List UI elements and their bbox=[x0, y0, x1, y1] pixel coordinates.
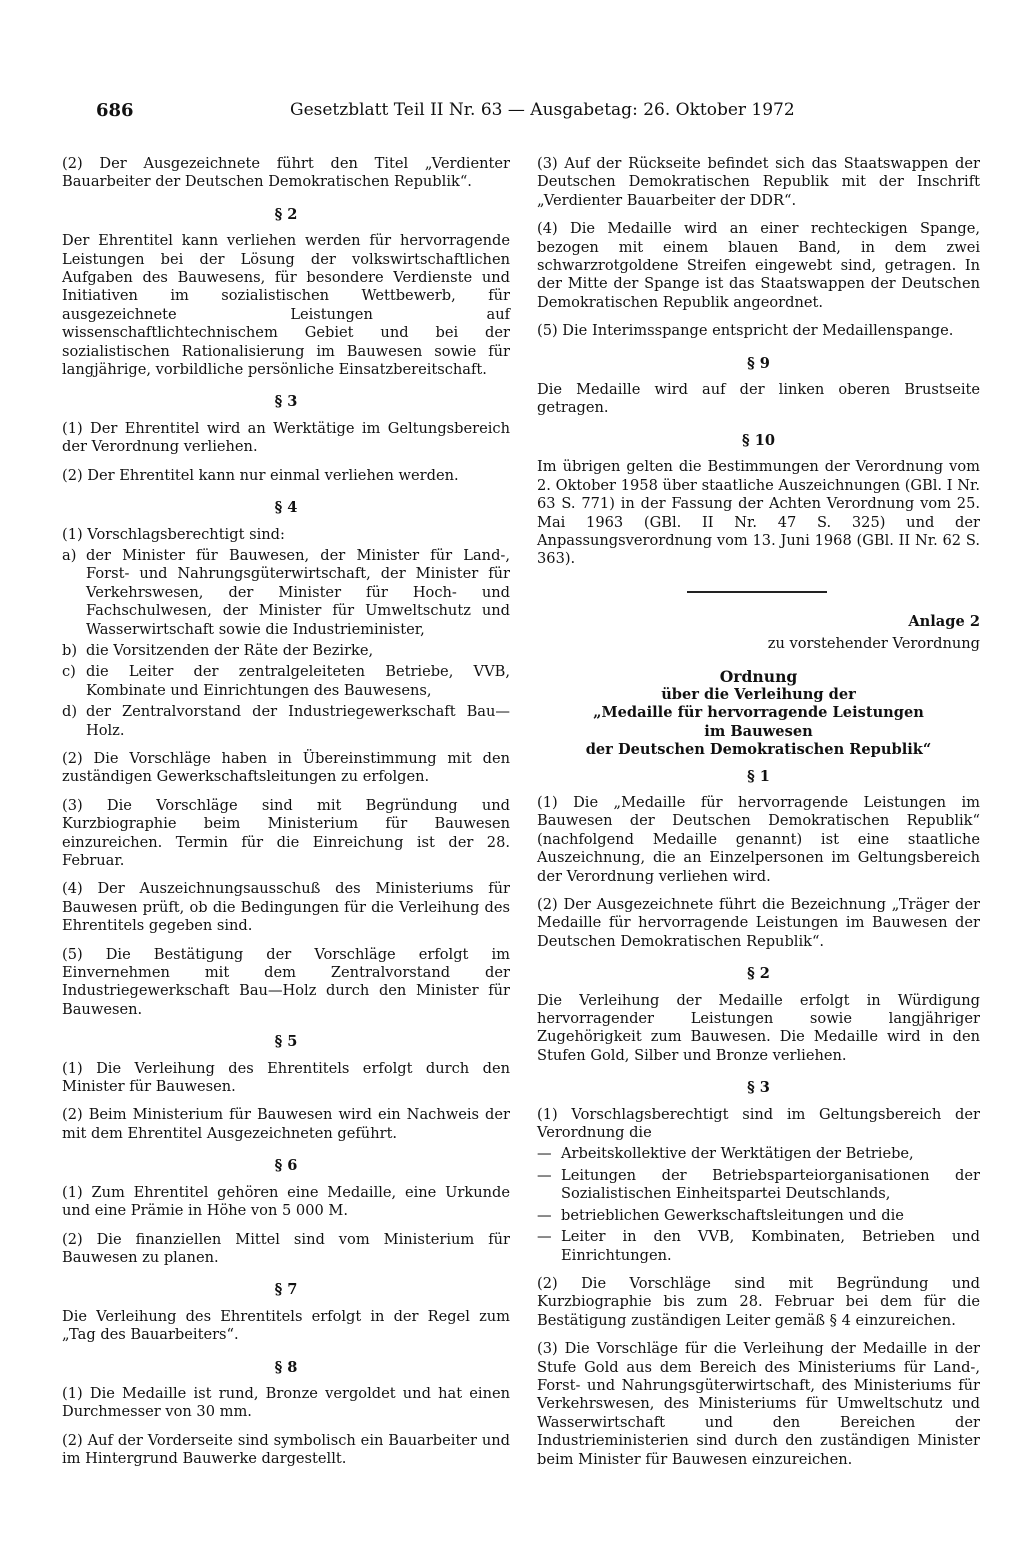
paragraph: (2) Die finanziellen Mittel sind vom Ministerium für Bauwesen zu planen. bbox=[62, 1230, 510, 1266]
paragraph: (4) Der Auszeichnungsausschuß des Ministeriums für Bauwesen prüft, ob die Bedingungen für die Verleihung des Ehrentitels gegeben sind. bbox=[62, 880, 510, 935]
list-item bbox=[62, 642, 510, 660]
ordinance-title-line: über die Verleihung der bbox=[661, 685, 856, 703]
section-heading: § 2 bbox=[747, 965, 770, 983]
paragraph: Die Verleihung des Ehrentitels erfolgt in der Regel zum „Tag des Bauarbeiters“. bbox=[62, 1307, 510, 1344]
section-heading: § 3 bbox=[274, 393, 298, 411]
list-marker: — bbox=[537, 1228, 552, 1246]
running-title: Gesetzblatt Teil II Nr. 63 — Ausgabetag: 26. Oktober 1972 bbox=[290, 100, 795, 120]
ordinance-title-line: „Medaille für hervorragende Leistungen bbox=[593, 704, 924, 722]
paragraph: (2) Der Ehrentitel kann nur einmal verliehen werden. bbox=[62, 466, 459, 484]
paragraph: (5) Die Interimsspange entspricht der Medaillenspange. bbox=[537, 322, 954, 340]
page-header bbox=[96, 100, 795, 126]
list-item bbox=[62, 663, 510, 700]
list-item bbox=[537, 1145, 980, 1163]
list-marker: — bbox=[537, 1166, 552, 1184]
paragraph: (3) Die Vorschläge für die Verleihung der Medaille in der Stufe Gold aus dem Bereich des Ministeriums für Land-, Forst- und Nahrungsgüterwirtschaft, des Ministeriums für Verkehrswesen, des Ministeriums für Umweltschutz und Wasserwirtschaft und den Bereichen der Industrieministerien sind durch den zuständigen Minister beim Minister für Bauwesen einzureichen. bbox=[537, 1340, 980, 1468]
annex-label: Anlage 2 bbox=[908, 612, 980, 630]
paragraph: (2) Der Ausgezeichnete führt die Bezeichnung „Träger der Medaille für hervorragende Leistungen im Bauwesen der Deutschen Demokratischen Republik“. bbox=[537, 896, 980, 950]
paragraph: (1) Die „Medaille für hervorragende Leistungen im Bauwesen der Deutschen Demokratischen Republik“ (nachfolgend Medaille genannt) ist eine staatliche Auszeichnung, die an Einzelpersonen im Geltungsbereich der Verordnung verliehen wird. bbox=[537, 793, 980, 885]
section-heading: § 9 bbox=[747, 354, 770, 372]
section-heading: § 8 bbox=[274, 1358, 298, 1376]
list-item-text: betrieblichen Gewerkschaftsleitungen und die bbox=[561, 1206, 904, 1224]
list-marker: — bbox=[537, 1145, 552, 1163]
annex-subtitle: zu vorstehender Verordnung bbox=[767, 635, 980, 653]
page-number: 686 bbox=[96, 100, 134, 121]
left-column bbox=[62, 155, 510, 1479]
ordinance-title-line: Ordnung bbox=[719, 666, 798, 686]
list-item bbox=[537, 1167, 980, 1204]
paragraph: (1) Der Ehrentitel wird an Werktätige im Geltungsbereich der Verordnung verliehen. bbox=[62, 419, 510, 456]
section-heading: § 6 bbox=[274, 1157, 298, 1175]
paragraph: (1) Vorschlagsberechtigt sind im Geltungsbereich der Verordnung die bbox=[537, 1105, 980, 1142]
list-item-text: Leitungen der Betriebsparteiorganisationen der Sozialistischen Einheitspartei Deutschlands, bbox=[561, 1166, 980, 1203]
right-column bbox=[537, 155, 980, 1479]
paragraph: (1) Die Verleihung des Ehrentitels erfolgt durch den Minister für Bauwesen. bbox=[62, 1059, 510, 1096]
list-marker: d) bbox=[62, 703, 78, 721]
list-item-text: Arbeitskollektive der Werktätigen der Betriebe, bbox=[561, 1145, 914, 1163]
section-heading: § 7 bbox=[274, 1281, 298, 1299]
paragraph: Die Verleihung der Medaille erfolgt in Würdigung hervorragender Leistungen sowie langjähriger Zugehörigkeit zum Bauwesen. Die Medaille wird in den Stufen Gold, Silber und Bronze verliehen. bbox=[537, 991, 980, 1064]
ordinance-title bbox=[537, 668, 980, 760]
section-heading: § 5 bbox=[274, 1033, 298, 1051]
divider bbox=[687, 591, 827, 593]
paragraph: (3) Auf der Rückseite befindet sich das Staatswappen der Deutschen Demokratischen Republik mit der Inschrift „Verdienter Bauarbeiter der DDR“. bbox=[537, 155, 980, 209]
paragraph: (1) Die Medaille ist rund, Bronze vergoldet und hat einen Durchmesser von 30 mm. bbox=[62, 1384, 510, 1421]
paragraph: (2) Beim Ministerium für Bauwesen wird ein Nachweis der mit dem Ehrentitel Ausgezeichneten geführt. bbox=[62, 1106, 510, 1142]
section-heading: § 4 bbox=[274, 499, 298, 517]
list-marker: b) bbox=[62, 641, 78, 659]
ordinance-title-line: im Bauwesen bbox=[704, 722, 813, 740]
list-marker: c) bbox=[62, 663, 76, 681]
proposer-list bbox=[537, 1145, 980, 1264]
paragraph: (5) Die Bestätigung der Vorschläge erfolgt im Einvernehmen mit dem Zentralvorstand der Industriegewerkschaft Bau—Holz durch den Minister für Bauwesen. bbox=[62, 945, 510, 1018]
paragraph: (2) Die Vorschläge sind mit Begründung und Kurzbiographie bis zum 28. Februar bei dem für die Bestätigung zuständigen Leiter gemäß § 4 einzureichen. bbox=[537, 1274, 980, 1329]
section-heading: § 1 bbox=[747, 767, 770, 785]
paragraph: (2) Die Vorschläge haben in Übereinstimmung mit den zuständigen Gewerkschaftsleitungen zu erfolgen. bbox=[62, 749, 510, 786]
paragraph: (2) Auf der Vorderseite sind symbolisch ein Bauarbeiter und im Hintergrund Bauwerke dargestellt. bbox=[62, 1431, 510, 1468]
ordinance-title-line: der Deutschen Demokratischen Republik“ bbox=[585, 741, 932, 759]
list-item-text: die Leiter der zentralgeleiteten Betriebe, VVB, Kombinate und Einrichtungen des Bauwesens, bbox=[86, 663, 510, 699]
paragraph: Der Ehrentitel kann verliehen werden für hervorragende Leistungen bei der Lösung der volkswirtschaftlichen Aufgaben des Bauwesens, für besondere Verdienste und Initiativen im sozialistischen Wettbewerb, für ausgezeichnete Leistungen auf wissenschaftlichtechnischem Gebiet und bei der sozialistischen Rationalisierung im Bauwesen sowie für langjährige, vorbildliche persönliche Einsatzbereitschaft. bbox=[62, 232, 510, 379]
section-heading: § 10 bbox=[741, 431, 776, 449]
section-heading: § 3 bbox=[747, 1079, 770, 1097]
paragraph: Die Medaille wird auf der linken oberen Brustseite getragen. bbox=[537, 381, 980, 417]
proposer-list bbox=[62, 547, 510, 740]
list-item bbox=[62, 703, 510, 740]
list-item bbox=[62, 547, 510, 639]
list-marker: a) bbox=[62, 546, 77, 564]
paragraph: (1) Vorschlagsberechtigt sind: bbox=[62, 525, 285, 543]
list-item bbox=[537, 1228, 980, 1265]
paragraph: (3) Die Vorschläge sind mit Begründung und Kurzbiographie beim Ministerium für Bauwesen einzureichen. Termin für die Einreichung ist der 28. Februar. bbox=[62, 796, 510, 869]
paragraph: (4) Die Medaille wird an einer rechteckigen Spange, bezogen mit einem blauen Band, in dem zwei schwarzrotgoldene Streifen eingewebt sind, getragen. In der Mitte der Spange ist das Staatswappen der Deutschen Demokratischen Republik angeordnet. bbox=[537, 220, 980, 311]
section-heading: § 2 bbox=[274, 205, 298, 223]
list-item-text: die Vorsitzenden der Räte der Bezirke, bbox=[86, 641, 374, 659]
list-marker: — bbox=[537, 1206, 552, 1224]
list-item bbox=[537, 1207, 980, 1225]
list-item-text: Leiter in den VVB, Kombinaten, Betrieben und Einrichtungen. bbox=[561, 1228, 980, 1264]
paragraph: Im übrigen gelten die Bestimmungen der Verordnung vom 2. Oktober 1958 über staatliche Auszeichnungen (GBl. I Nr. 63 S. 771) in der Fassung der Achten Verordnung vom 25. Mai 1963 (GBl. II Nr. 47 S. 325) und der Anpassungsverordnung vom 13. Juni 1968 (GBl. II Nr. 62 S. 363). bbox=[537, 458, 980, 568]
paragraph: (1) Zum Ehrentitel gehören eine Medaille, eine Urkunde und eine Prämie in Höhe von 5 000 M. bbox=[62, 1183, 510, 1220]
list-item-text: der Zentralvorstand der Industriegewerkschaft Bau—Holz. bbox=[86, 703, 510, 739]
paragraph: (2) Der Ausgezeichnete führt den Titel „Verdienter Bauarbeiter der Deutschen Demokratischen Republik“. bbox=[62, 155, 510, 191]
list-item-text: der Minister für Bauwesen, der Minister für Land-, Forst- und Nahrungsgüterwirtschaft, der Minister für Verkehrswesen, der Minister für Hoch- und Fachschulwesen, der Minister für Umweltschutz und Wasserwirtschaft sowie die Industrieminister, bbox=[86, 546, 510, 638]
